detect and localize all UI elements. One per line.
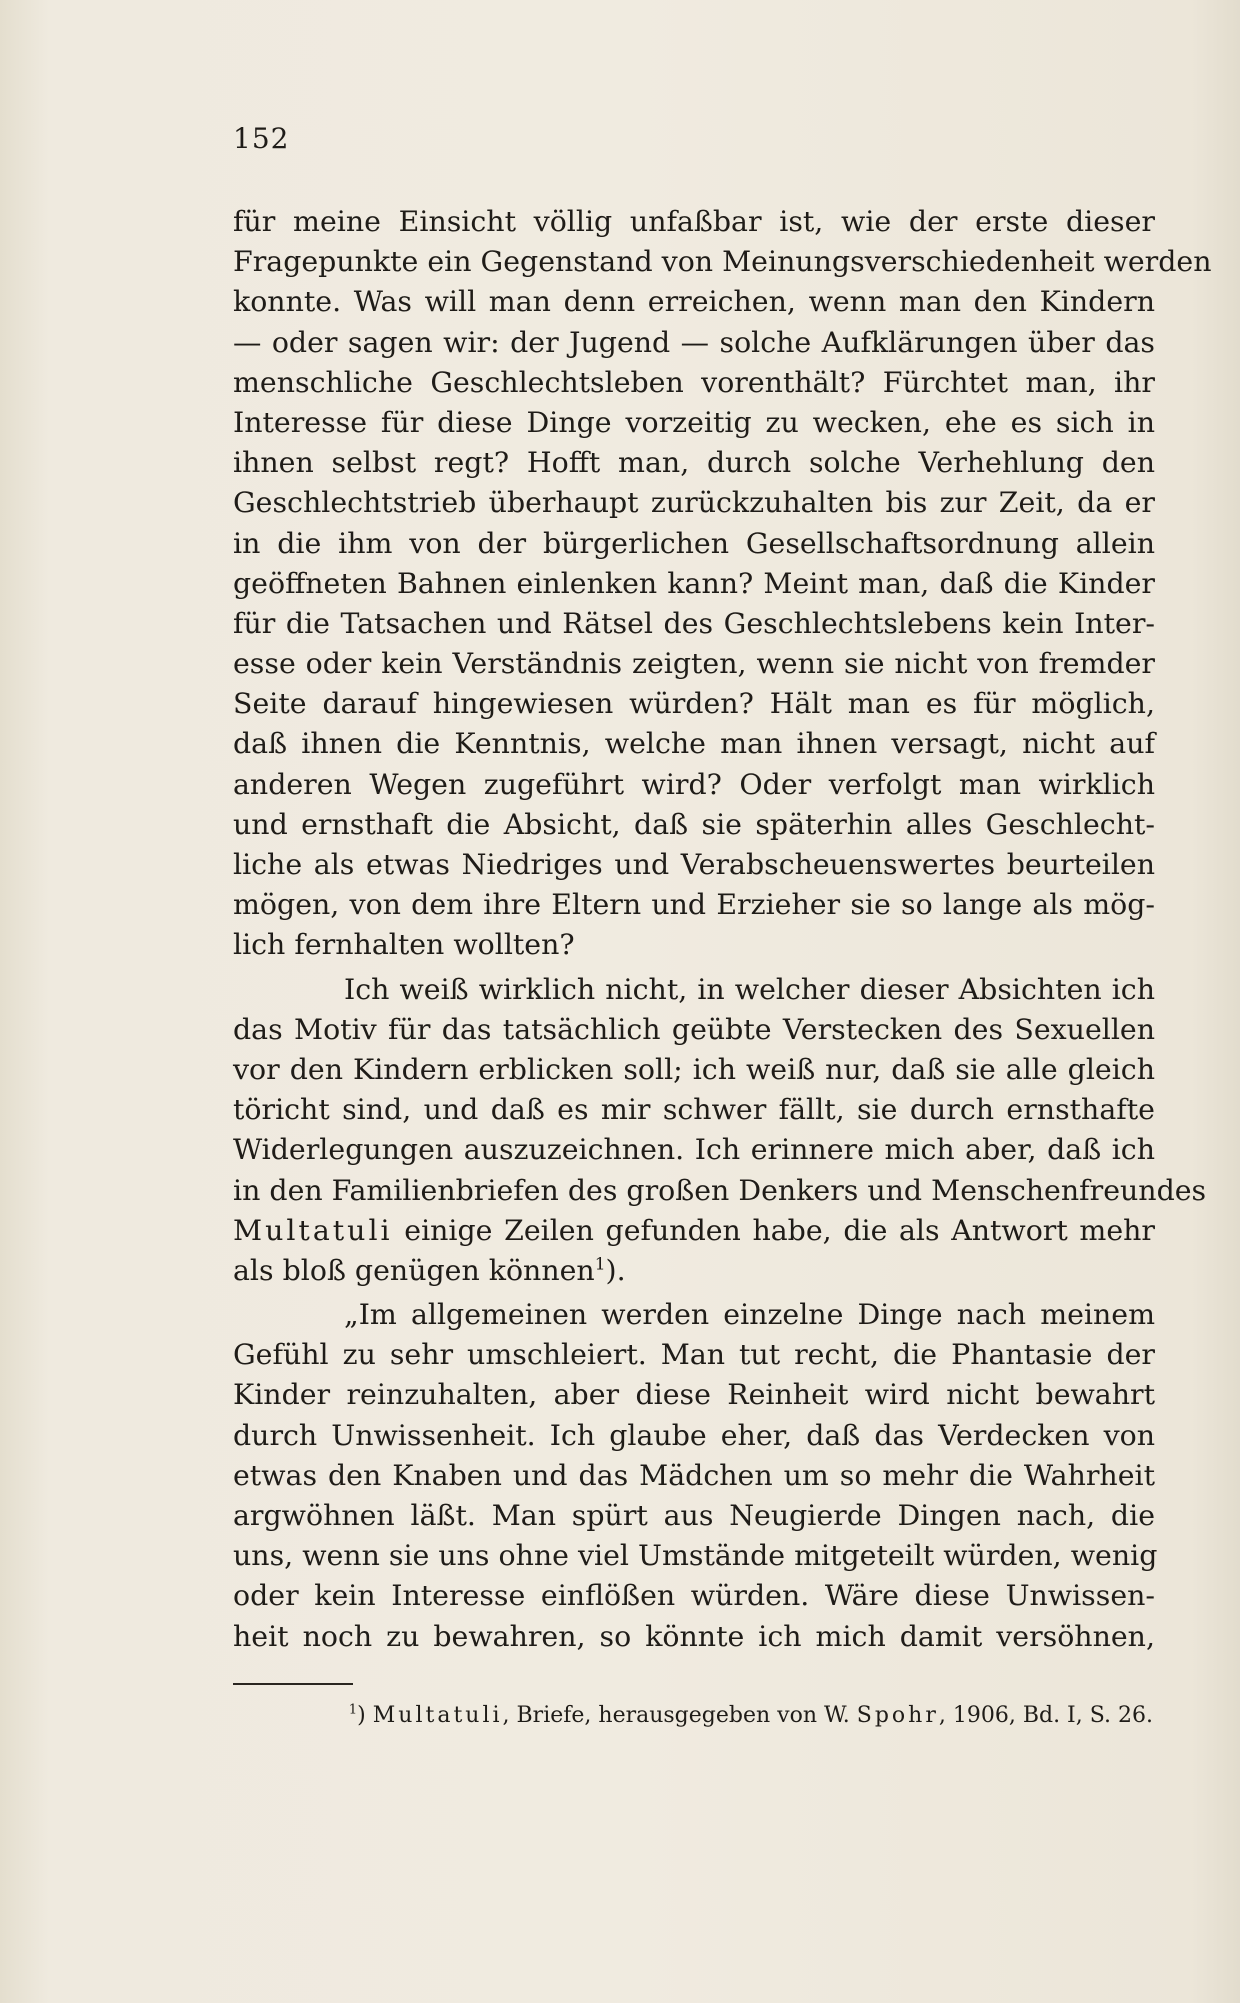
footnote-divider [233,1683,353,1685]
text-line: — oder sagen wir: der Jugend — solche Aufklärungen über das [233,325,1155,359]
footnote-text: , Briefe, herausgegeben von W. [502,1703,850,1728]
text-line: liche als etwas Niedriges und Verabscheuenswertes beurteilen [233,848,1155,881]
text-line: geöffneten Bahnen einlenken kann? Meint man, daß die Kinder [233,566,1155,600]
paragraph-2 [233,970,1207,1292]
text-line: Fragepunkte ein Gegenstand von Meinungsverschiedenheit werden [233,245,1212,279]
text-line: Seite darauf hingewiesen würden? Hält man es für möglich, [233,687,1155,721]
text-line: Geschlechtstrieb überhaupt zurückzuhalten bis zur Zeit, da er [233,486,1155,520]
text-line: esse oder kein Verständnis zeigten, wenn sie nicht von fremder [233,647,1155,681]
text-fragment: ). [605,1253,626,1287]
paragraph-3-quote [233,1295,1158,1657]
text-line: konnte. Was will man denn erreichen, wenn man den Kindern [233,285,1155,319]
text-line: vor den Kindern erblicken soll; ich weiß nur, daß sie alle gleich [233,1052,1155,1086]
text-line: menschliche Geschlechtsleben vorenthält? Fürchtet man, ihr [233,365,1155,399]
footnote-marker-close: ) [357,1703,366,1728]
text-fragment: einige Zeilen gefunden habe, die als Antwort mehr [404,1213,1155,1247]
text-fragment: als bloß genügen können [233,1253,595,1287]
text-line: für meine Einsicht völlig unfaßbar ist, wie der erste dieser [233,205,1155,238]
text-line: Interesse für diese Dinge vorzeitig zu wecken, ehe es sich in [233,405,1155,439]
text-line: das Motiv für das tatsächlich geübte Verstecken des Sexuellen [233,1012,1155,1046]
footnote-editor: Spohr [856,1703,939,1728]
text-line: für die Tatsachen und Rätsel des Geschlechtslebens kein Inter- [233,606,1155,640]
text-line: etwas den Knaben und das Mädchen um so mehr die Wahrheit [233,1458,1155,1492]
footnote [0,1700,1153,1732]
text-line: ihnen selbst regt? Hofft man, durch solche Verhehlung den [233,446,1155,480]
text-line [233,1211,1155,1251]
author-name: Multatuli [233,1213,393,1247]
text-line: durch Unwissenheit. Ich glaube eher, daß das Verdecken von [233,1418,1155,1452]
text-line: anderen Wegen zugeführt wird? Oder verfolgt man wirklich [233,767,1155,801]
text-line: uns, wenn sie uns ohne viel Umstände mitgeteilt würden, wenig [233,1539,1158,1573]
paragraph-1 [233,202,1212,966]
page-number: 152 [233,122,290,155]
text-line: lich fernhalten wollten? [233,928,575,962]
text-line: in den Familienbriefen des großen Denkers und Menschenfreundes [233,1173,1207,1207]
text-line [233,1251,1155,1291]
footnote-marker: 1 [348,1702,358,1718]
text-line: töricht sind, und daß es mir schwer fällt, sie durch ernsthafte [233,1093,1155,1127]
text-line: in die ihm von der bürgerlichen Gesellschaftsordnung allein [233,526,1155,560]
text-line: „Im allgemeinen werden einzelne Dinge nach meinem [344,1298,1155,1332]
text-line: Kinder reinzuhalten, aber diese Reinheit wird nicht bewahrt [233,1378,1155,1412]
text-line: Widerlegungen auszuzeichnen. Ich erinnere mich aber, daß ich [233,1133,1155,1167]
footnote-text: , 1906, Bd. I, S. 26. [938,1703,1153,1728]
text-line: Gefühl zu sehr umschleiert. Man tut recht, die Phantasie der [233,1338,1155,1372]
text-line: heit noch zu bewahren, so könnte ich mich damit versöhnen, [233,1619,1155,1653]
text-line: und ernsthaft die Absicht, daß sie späterhin alles Geschlecht- [233,807,1155,841]
text-line: Ich weiß wirklich nicht, in welcher dieser Absichten ich [344,972,1155,1006]
footnote-author: Multatuli [372,1703,503,1728]
text-line: daß ihnen die Kenntnis, welche man ihnen versagt, nicht auf [233,727,1155,761]
footnote-reference: 1 [594,1254,606,1275]
text-line: oder kein Interesse einflößen würden. Wäre diese Unwissen- [233,1579,1155,1613]
body-text [233,202,1212,1657]
text-line: argwöhnen läßt. Man spürt aus Neugierde Dingen nach, die [233,1499,1155,1532]
text-line: mögen, von dem ihre Eltern und Erzieher sie so lange als mög- [233,888,1155,922]
